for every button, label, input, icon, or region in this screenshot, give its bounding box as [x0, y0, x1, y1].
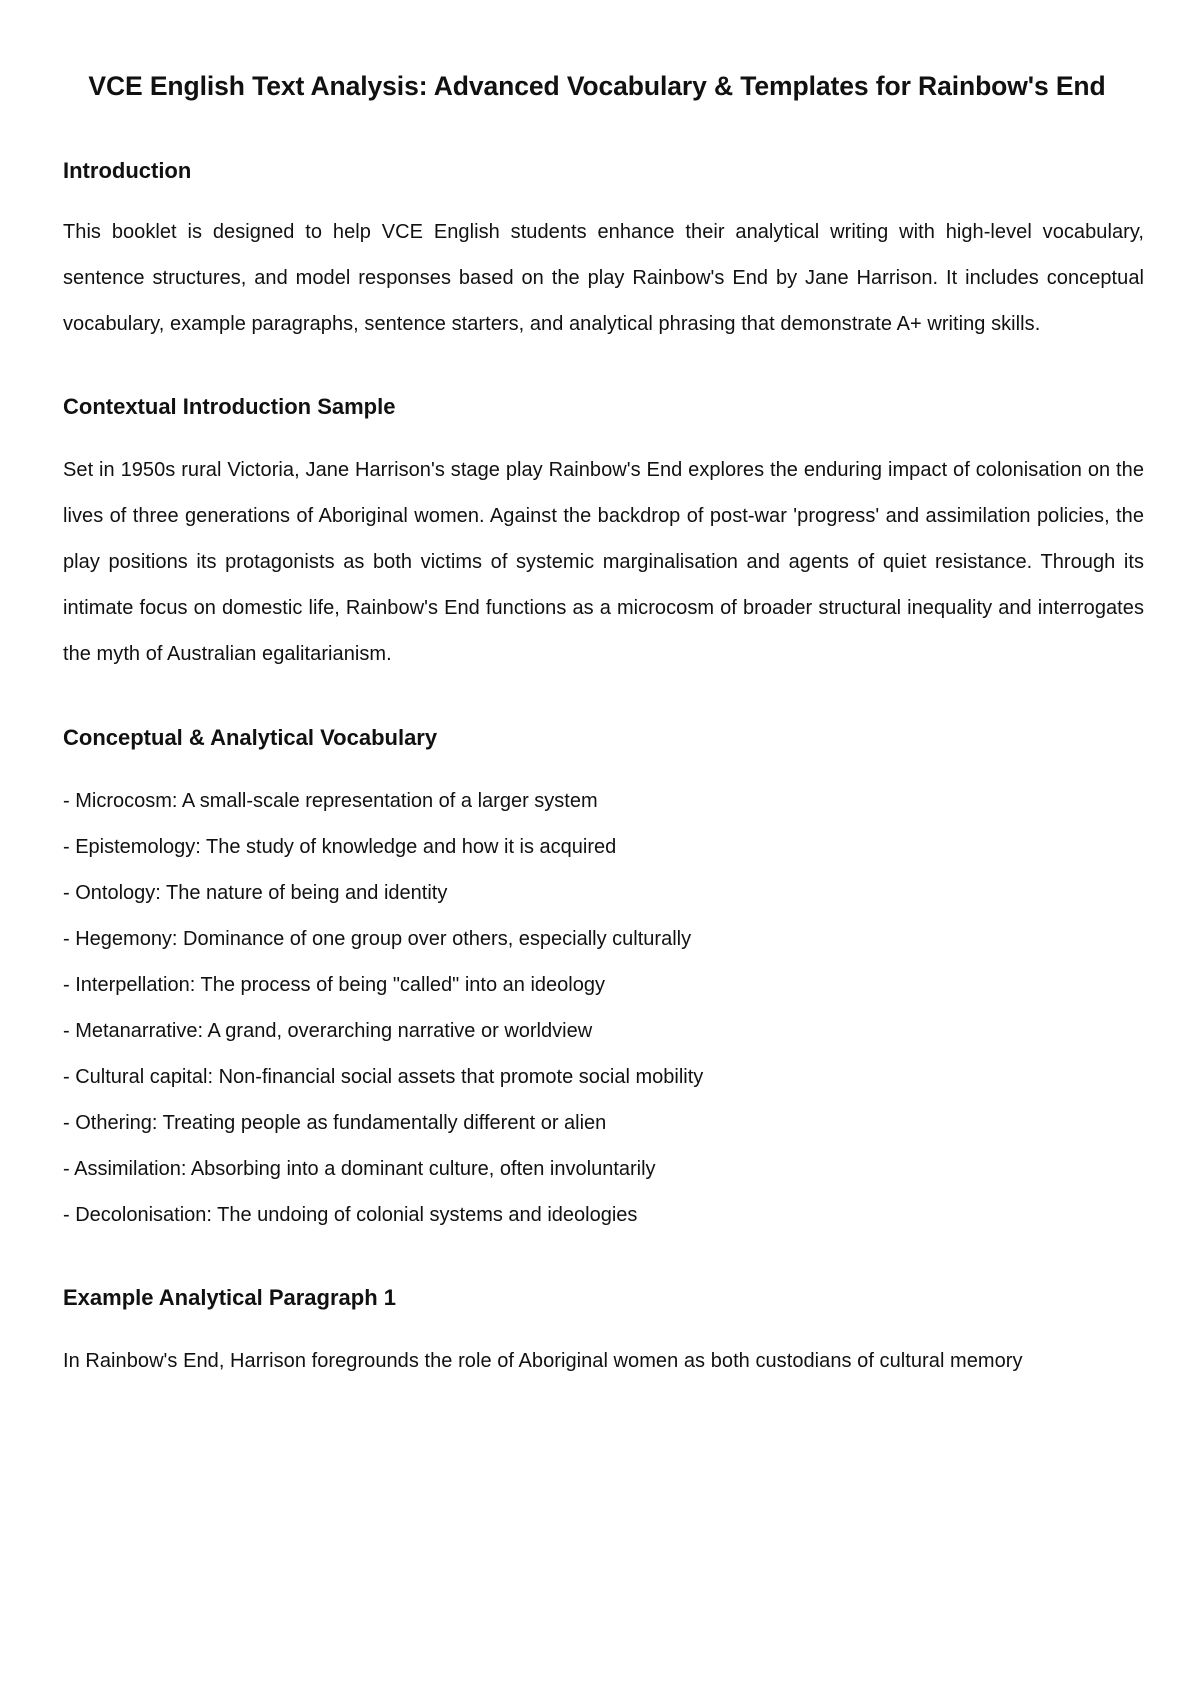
vocabulary-list [63, 778, 1144, 1238]
list-item: - Othering: Treating people as fundamentally different or alien [63, 1112, 607, 1134]
list-item: - Epistemology: The study of knowledge and how it is acquired [63, 836, 617, 858]
document-title: VCE English Text Analysis: Advanced Vocabulary & Templates for Rainbow's End [88, 71, 1106, 101]
introduction-paragraph: This booklet is designed to help VCE English students enhance their analytical writing with high-level vocabulary, sentence structures, and model responses based on the play Rainbow's End by Jane Harrison. It includes conceptual vocabulary, example paragraphs, sentence starters, and analytical phrasing that demonstrate A+ writing skills. [63, 221, 1144, 335]
contextual-introduction-paragraph: Set in 1950s rural Victoria, Jane Harrison's stage play Rainbow's End explores the enduring impact of colonisation on the lives of three generations of Aboriginal women. Against the backdrop of post-war 'progress' and assimilation policies, the play positions its protagonists as both victims of systemic marginalisation and agents of quiet resistance. Through its intimate focus on domestic life, Rainbow's End functions as a microcosm of broader structural inequality and interrogates the myth of Australian egalitarianism. [63, 459, 1144, 665]
section-heading-vocabulary: Conceptual & Analytical Vocabulary [63, 725, 438, 750]
list-item: - Ontology: The nature of being and identity [63, 882, 448, 904]
section-contextual-introduction [63, 391, 1144, 677]
section-heading-contextual-introduction: Contextual Introduction Sample [63, 394, 396, 419]
list-item: - Metanarrative: A grand, overarching narrative or worldview [63, 1020, 593, 1042]
section-introduction [63, 155, 1144, 347]
list-item: - Cultural capital: Non-financial social assets that promote social mobility [63, 1066, 704, 1088]
section-vocabulary [63, 722, 1144, 1238]
list-item: - Microcosm: A small-scale representation of a larger system [63, 790, 598, 812]
section-heading-introduction: Introduction [63, 158, 192, 183]
list-item: - Hegemony: Dominance of one group over others, especially culturally [63, 928, 692, 950]
list-item: - Decolonisation: The undoing of colonial systems and ideologies [63, 1204, 638, 1226]
section-heading-example-paragraph-1: Example Analytical Paragraph 1 [63, 1285, 396, 1310]
section-example-paragraph-1 [63, 1282, 1144, 1384]
example-paragraph-1-text: In Rainbow's End, Harrison foregrounds the role of Aboriginal women as both custodians of cultural memory [63, 1350, 1023, 1372]
list-item: - Interpellation: The process of being "called" into an ideology [63, 974, 605, 996]
list-item: - Assimilation: Absorbing into a dominant culture, often involuntarily [63, 1158, 656, 1180]
